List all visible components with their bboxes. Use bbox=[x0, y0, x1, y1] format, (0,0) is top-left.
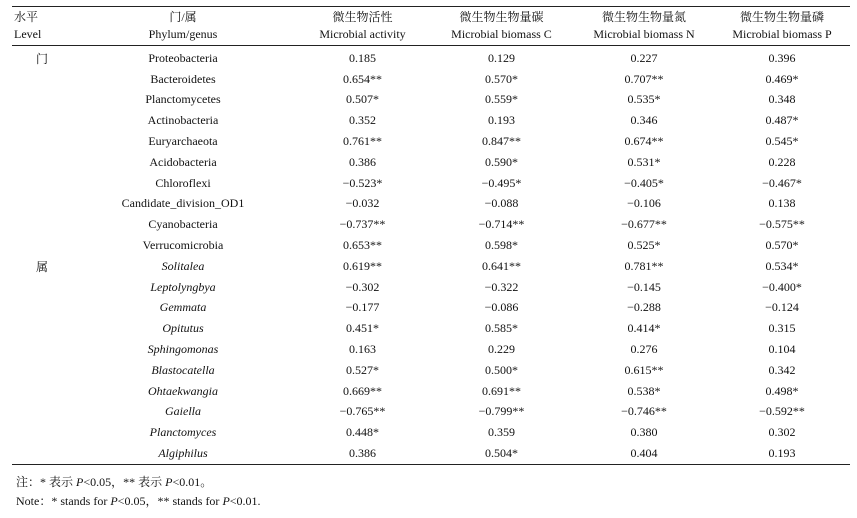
cell-biomass-p: 0.315 bbox=[768, 321, 796, 336]
cell-level bbox=[12, 277, 70, 298]
cell-biomass-c: −0.088 bbox=[484, 196, 519, 211]
table-row bbox=[12, 298, 850, 319]
cell-biomass-n: −0.288 bbox=[627, 300, 661, 315]
cell-biomass-c: 0.570* bbox=[485, 71, 518, 86]
cell-biomass-c: −0.322 bbox=[484, 279, 519, 294]
cell-biomass-p: −0.467* bbox=[762, 175, 802, 190]
cell-biomass-p: −0.400* bbox=[762, 279, 802, 294]
cell-taxon: Planctomycetes bbox=[145, 92, 221, 107]
cell-biomass-p: −0.592** bbox=[759, 404, 805, 419]
note-en-suffix: <0.01. bbox=[229, 494, 261, 508]
cell-biomass-p: −0.575** bbox=[759, 217, 805, 232]
cell-activity: −0.302 bbox=[345, 279, 380, 294]
table-row bbox=[12, 402, 850, 423]
cell-biomass-p: 0.498* bbox=[765, 383, 799, 398]
note-en bbox=[16, 492, 261, 511]
cell-activity: −0.177 bbox=[345, 300, 380, 315]
cell-biomass-c: −0.495* bbox=[481, 175, 522, 190]
cell-biomass-p: 0.138 bbox=[768, 196, 796, 211]
cell-activity: 0.352 bbox=[349, 113, 376, 128]
cell-biomass-n: 0.615** bbox=[624, 362, 664, 377]
header-level-cn: 水平 bbox=[12, 7, 70, 27]
cell-biomass-p: 0.302 bbox=[768, 425, 796, 440]
cell-biomass-n: −0.746** bbox=[621, 404, 667, 419]
cell-biomass-c: 0.193 bbox=[488, 113, 515, 128]
cell-biomass-p: 0.534* bbox=[765, 258, 799, 273]
cell-level bbox=[12, 339, 70, 360]
table-row bbox=[12, 235, 850, 256]
table-row bbox=[12, 443, 850, 464]
cell-level bbox=[12, 152, 70, 173]
cell-taxon: Chloroflexi bbox=[155, 175, 211, 190]
header-activity-en: Microbial activity bbox=[296, 26, 429, 46]
cell-taxon: Bacteroidetes bbox=[150, 71, 216, 86]
cell-biomass-n: 0.535* bbox=[627, 92, 661, 107]
cell-biomass-c: 0.229 bbox=[488, 342, 515, 357]
cell-taxon: Opitutus bbox=[162, 321, 204, 336]
cell-activity: −0.737** bbox=[339, 217, 386, 232]
cell-level bbox=[12, 360, 70, 381]
correlation-table-container bbox=[12, 6, 850, 465]
cell-taxon: Planctomyces bbox=[149, 425, 217, 440]
cell-activity: 0.654** bbox=[343, 71, 382, 86]
cell-biomass-n: 0.674** bbox=[624, 134, 664, 149]
cell-taxon: Gemmata bbox=[159, 300, 207, 315]
cell-level bbox=[12, 298, 70, 319]
note-cn-p1: P bbox=[76, 475, 84, 489]
note-cn-suffix: <0.01。 bbox=[172, 475, 213, 489]
cell-level bbox=[12, 194, 70, 215]
cell-biomass-n: 0.525* bbox=[627, 238, 661, 253]
table-row bbox=[12, 214, 850, 235]
cell-activity: 0.386 bbox=[349, 154, 376, 169]
cell-biomass-p: 0.104 bbox=[768, 342, 796, 357]
cell-level bbox=[12, 214, 70, 235]
header-biomass-p-cn: 微生物生物量磷 bbox=[714, 7, 850, 27]
cell-activity: 0.653** bbox=[343, 238, 382, 253]
cell-biomass-n: 0.414* bbox=[627, 321, 661, 336]
header-activity-cn: 微生物活性 bbox=[296, 7, 429, 27]
table-row bbox=[12, 318, 850, 339]
cell-level bbox=[12, 131, 70, 152]
table-row bbox=[12, 131, 850, 152]
cell-biomass-n: 0.538* bbox=[627, 383, 661, 398]
header-biomass-n-cn: 微生物生物量氮 bbox=[574, 7, 714, 27]
table-row bbox=[12, 110, 850, 131]
cell-level bbox=[12, 90, 70, 111]
table-row bbox=[12, 90, 850, 111]
cell-biomass-c: 0.359 bbox=[488, 425, 515, 440]
cell-activity: −0.032 bbox=[345, 196, 380, 211]
cell-biomass-c: −0.714** bbox=[478, 217, 525, 232]
table-row bbox=[12, 69, 850, 90]
header-level-en: Level bbox=[12, 26, 70, 46]
note-en-p2: P bbox=[222, 494, 230, 508]
header-biomass-c-cn: 微生物生物量碳 bbox=[429, 7, 574, 27]
table-row bbox=[12, 339, 850, 360]
cell-biomass-c: −0.086 bbox=[484, 300, 519, 315]
cell-taxon: Sphingomonas bbox=[147, 342, 219, 357]
cell-biomass-c: 0.590* bbox=[485, 154, 518, 169]
cell-taxon: Leptolyngbya bbox=[150, 279, 216, 294]
cell-biomass-p: 0.469* bbox=[765, 71, 799, 86]
cell-biomass-n: −0.677** bbox=[621, 217, 667, 232]
table-row bbox=[12, 422, 850, 443]
cell-level: 属 bbox=[36, 259, 49, 274]
cell-biomass-n: 0.276 bbox=[630, 342, 658, 357]
table-row bbox=[12, 277, 850, 298]
cell-activity: 0.448* bbox=[346, 425, 379, 440]
cell-biomass-p: 0.228 bbox=[768, 154, 796, 169]
table-row bbox=[12, 173, 850, 194]
table-row bbox=[12, 360, 850, 381]
cell-biomass-c: 0.847** bbox=[482, 134, 521, 149]
table-row bbox=[12, 256, 850, 277]
cell-biomass-p: 0.348 bbox=[768, 92, 796, 107]
cell-taxon: Candidate_division_OD1 bbox=[121, 196, 245, 211]
header-biomass-p-en: Microbial biomass P bbox=[714, 26, 850, 46]
cell-biomass-n: −0.405* bbox=[624, 175, 664, 190]
cell-taxon: Actinobacteria bbox=[147, 113, 219, 128]
cell-taxon: Blastocatella bbox=[151, 362, 215, 377]
cell-level bbox=[12, 422, 70, 443]
note-cn-mid: <0.05，** 表示 bbox=[83, 475, 166, 489]
note-en-mid: <0.05，** stands for bbox=[117, 494, 223, 508]
table-row bbox=[12, 152, 850, 173]
cell-biomass-c: 0.129 bbox=[488, 50, 515, 65]
cell-biomass-n: −0.106 bbox=[627, 196, 661, 211]
header-biomass-n-en: Microbial biomass N bbox=[574, 26, 714, 46]
table-notes bbox=[16, 473, 261, 511]
cell-biomass-c: 0.691** bbox=[482, 383, 521, 398]
cell-biomass-n: 0.404 bbox=[574, 443, 714, 464]
cell-activity: −0.765** bbox=[339, 404, 386, 419]
cell-biomass-n: 0.346 bbox=[630, 113, 658, 128]
note-en-prefix: Note：* stands for bbox=[16, 494, 111, 508]
cell-biomass-c: 0.585* bbox=[485, 321, 518, 336]
cell-biomass-p: 0.570* bbox=[765, 238, 799, 253]
cell-biomass-p: −0.124 bbox=[765, 300, 799, 315]
correlation-table bbox=[12, 6, 850, 465]
cell-biomass-n: 0.781** bbox=[624, 258, 664, 273]
cell-level bbox=[12, 173, 70, 194]
table-row bbox=[12, 194, 850, 215]
cell-biomass-c: 0.504* bbox=[429, 443, 574, 464]
cell-taxon: Ohtaekwangia bbox=[148, 383, 218, 398]
cell-taxon: Cyanobacteria bbox=[148, 217, 218, 232]
cell-taxon: Solitalea bbox=[161, 258, 205, 273]
cell-biomass-n: 0.380 bbox=[630, 425, 658, 440]
table-row bbox=[12, 46, 850, 69]
cell-level bbox=[12, 443, 70, 464]
cell-activity: 0.163 bbox=[349, 342, 376, 357]
cell-biomass-c: −0.799** bbox=[478, 404, 525, 419]
cell-biomass-c: 0.559* bbox=[485, 92, 518, 107]
cell-activity: 0.185 bbox=[349, 50, 376, 65]
cell-level bbox=[12, 69, 70, 90]
cell-biomass-c: 0.598* bbox=[485, 238, 518, 253]
cell-biomass-c: 0.500* bbox=[485, 362, 518, 377]
table-body bbox=[12, 46, 850, 465]
note-cn bbox=[16, 473, 261, 492]
cell-level bbox=[12, 110, 70, 131]
cell-biomass-p: 0.396 bbox=[768, 50, 796, 65]
note-cn-p2: P bbox=[165, 475, 173, 489]
cell-activity: 0.669** bbox=[343, 383, 382, 398]
cell-activity: 0.527* bbox=[346, 362, 379, 377]
header-genus-cn: 门/属 bbox=[70, 7, 296, 27]
cell-taxon: Verrucomicrobia bbox=[142, 238, 224, 253]
note-cn-prefix: 注：* 表示 bbox=[16, 475, 77, 489]
cell-biomass-n: 0.707** bbox=[624, 71, 664, 86]
cell-taxon: Algiphilus bbox=[70, 443, 296, 464]
cell-biomass-p: 0.342 bbox=[768, 362, 796, 377]
note-en-p1: P bbox=[110, 494, 118, 508]
cell-taxon: Gaiella bbox=[165, 404, 201, 419]
cell-level bbox=[12, 381, 70, 402]
cell-activity: 0.761** bbox=[343, 134, 382, 149]
cell-activity: −0.523* bbox=[342, 175, 383, 190]
header-biomass-c-en: Microbial biomass C bbox=[429, 26, 574, 46]
cell-biomass-c: 0.641** bbox=[482, 258, 521, 273]
table-header bbox=[12, 7, 850, 46]
header-genus-en: Phylum/genus bbox=[70, 26, 296, 46]
cell-activity: 0.386 bbox=[296, 443, 429, 464]
cell-biomass-p: 0.545* bbox=[765, 134, 799, 149]
cell-taxon: Proteobacteria bbox=[148, 50, 218, 65]
cell-level bbox=[12, 402, 70, 423]
table-row bbox=[12, 381, 850, 402]
cell-biomass-p: 0.487* bbox=[765, 113, 799, 128]
cell-activity: 0.619** bbox=[343, 258, 382, 273]
cell-taxon: Acidobacteria bbox=[149, 154, 217, 169]
cell-biomass-p: 0.193 bbox=[714, 443, 850, 464]
cell-level: 门 bbox=[36, 51, 49, 66]
cell-taxon: Euryarchaeota bbox=[148, 134, 218, 149]
cell-level bbox=[12, 318, 70, 339]
cell-activity: 0.507* bbox=[346, 92, 379, 107]
cell-activity: 0.451* bbox=[346, 321, 379, 336]
cell-biomass-n: 0.227 bbox=[630, 50, 658, 65]
cell-level bbox=[12, 235, 70, 256]
cell-biomass-n: −0.145 bbox=[627, 279, 661, 294]
cell-biomass-n: 0.531* bbox=[627, 154, 661, 169]
